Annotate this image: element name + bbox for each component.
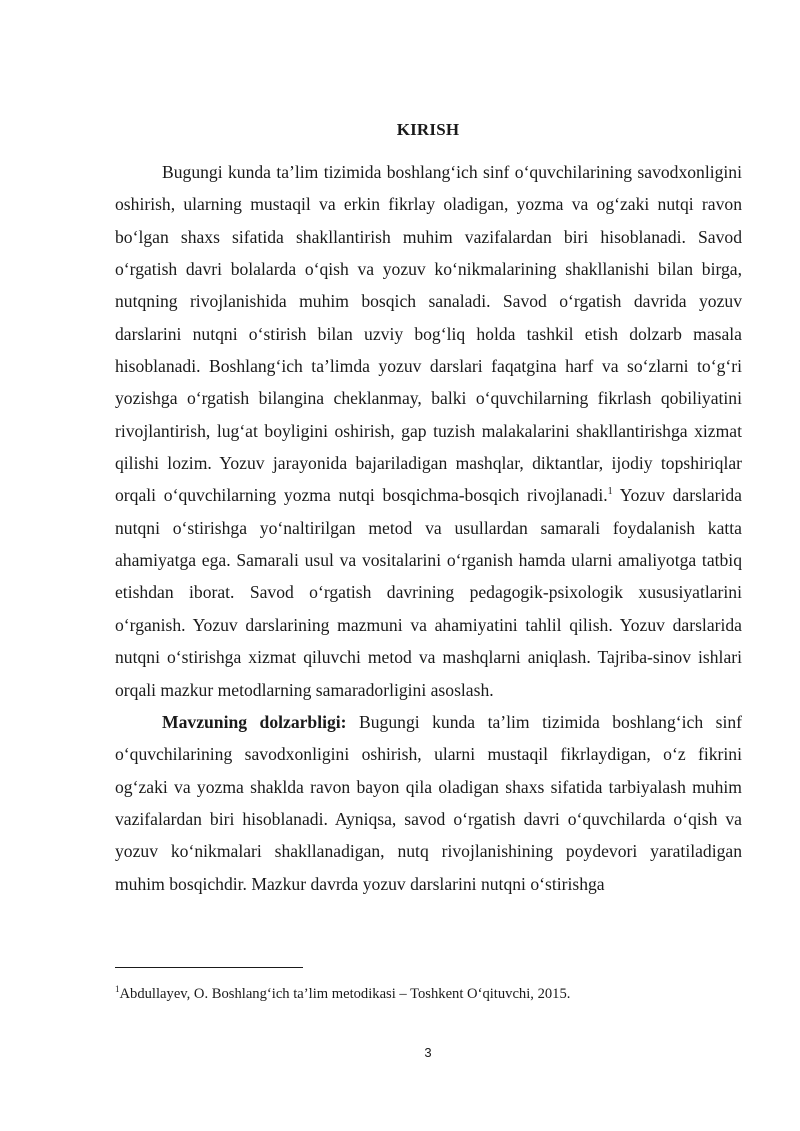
- footnote: [115, 985, 742, 1003]
- section-heading: KIRISH: [396, 120, 460, 139]
- paragraph-text: Bugungi kunda ta’lim tizimida boshlang‘ich sinf o‘quvchilarining savodxonligini oshirish, ularning mustaqil va erkin fikrlay oladigan, yozma va og‘zaki nutqi ravon bo‘lgan shaxs sifatida shakllantirish muhim vazifalardan biri hisoblanadi. Savod o‘rgatish davri bolalarda o‘qish va yozuv ko‘nikmalarining shakllanishi bilan birga, nutqning rivojlanishida muhim bosqich sanaladi. Savod o‘rgatish davrida yozuv darslarini nutqni o‘stirish bilan uzviy bog‘liq holda tashkil etish dolzarb masala hisoblanadi. Boshlang‘ich ta’limda yozuv darslari faqatgina harf va so‘zlarni to‘g‘ri yozishga o‘rgatish bilangina cheklanmay, balki o‘quvchilarning fikrlash qobiliyatini rivojlantirish, lug‘at boyligini oshirish, gap tuzish malakalarini shakllantirishga xizmat qilishi lozim. Yozuv jarayonida bajariladigan mashqlar, diktantlar, ijodiy topshiriqlar orqali o‘quvchilarning yozma nutqi bosqichma-bosqich rivojlanadi.: [115, 162, 742, 506]
- footnote-reference[interactable]: 1: [607, 486, 613, 498]
- footnote-divider: [115, 967, 303, 968]
- paragraph-text-continued: Yozuv darslarida nutqni o‘stirishga yo‘naltirilgan metod va usullardan samarali foydalanish katta ahamiyatga ega. Samarali usul va vositalarini o‘rganish hamda ularni amaliyotga tatbiq etishdan iborat. Savod o‘rgatish davrining pedagogik-psixologik xususiyatlarini o‘rganish. Yozuv darslarining mazmuni va ahamiyatini tahlil qilish. Yozuv darslarida nutqni o‘stirishga xizmat qiluvchi metod va mashqlarni aniqlash. Tajriba-sinov ishlari orqali mazkur metodlarning samaradorligini asoslash.: [115, 485, 742, 700]
- paragraph-introduction: [115, 156, 742, 706]
- page-number: 3: [424, 1045, 432, 1060]
- footnote-text: Abdullayev, O. Boshlang‘ich ta’lim metodikasi – Toshkent O‘qituvchi, 2015.: [119, 986, 571, 1002]
- paragraph-relevance: [115, 706, 742, 900]
- body-text: [115, 156, 742, 900]
- paragraph-text: Bugungi kunda ta’lim tizimida boshlang‘ich sinf o‘quvchilarining savodxonligini oshirish, ularni mustaqil fikrlaydigan, o‘z fikrini og‘zaki va yozma shaklda ravon bayon qila oladigan shaxs sifatida tarbiyalash muhim vazifalardan biri hisoblanadi. Ayniqsa, savod o‘rgatish davri o‘quvchilarda o‘qish va yozuv ko‘nikmalari shakllanadigan, nutq rivojlanishining poydevori yaratiladigan muhim bosqichdir. Mazkur davrda yozuv darslarini nutqni o‘stirishga: [115, 711, 743, 894]
- footnote-marker: 1: [115, 984, 120, 995]
- paragraph-lead: Mavzuning dolzarbligi:: [162, 711, 347, 732]
